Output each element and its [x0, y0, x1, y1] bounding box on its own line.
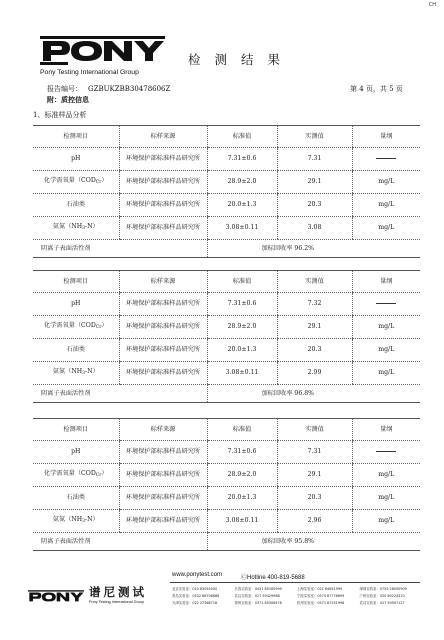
- cell-measured: 7.31: [277, 148, 352, 171]
- column-header: 实测值: [277, 419, 352, 441]
- cell-standard: 3.08±0.11: [207, 362, 277, 385]
- cell-source: 环境保护部标准样品研究所: [119, 316, 207, 339]
- cell-item: [33, 487, 119, 510]
- contact-entry: 郑州实验室：0371 65506476: [234, 601, 282, 605]
- column-header: 检测项目: [33, 271, 119, 293]
- cell-standard: 3.08±0.11: [207, 217, 277, 240]
- item-name: 氨氮（NH: [52, 368, 83, 375]
- item-subscript: Cr: [95, 325, 102, 330]
- cell-item: [33, 464, 119, 487]
- item-subscript: 3: [82, 371, 86, 376]
- contact-entry: 广州实验室：020 89224310: [359, 594, 405, 598]
- table-header-row: [33, 419, 420, 441]
- cell-source: 环境保护部标准样品研究所: [119, 464, 207, 487]
- item-name-tail: ）: [101, 322, 108, 329]
- cell-item: [33, 441, 119, 464]
- unit-value: mg/L: [378, 346, 395, 353]
- cell-measured: 20.3: [277, 194, 352, 217]
- footer-divider: [170, 582, 420, 583]
- table-row: [33, 316, 420, 339]
- cell-unit: [352, 464, 420, 487]
- item-name: 氨氮（NH: [52, 516, 83, 523]
- unit-value: mg/L: [378, 201, 395, 208]
- cell-source: 环境保护部标准样品研究所: [119, 217, 207, 240]
- cell-item: [33, 339, 119, 362]
- contact-entry: 长春实验室：0431 85185999: [234, 587, 282, 591]
- cell-unit: [352, 171, 420, 194]
- unit-value: mg/L: [378, 471, 395, 478]
- table-row: [33, 510, 420, 533]
- column-header: 量纲: [352, 271, 420, 293]
- cell-unit: [352, 441, 420, 464]
- cell-source: 环境保护部标准样品研究所: [119, 339, 207, 362]
- cell-source: 环境保护部标准样品研究所: [119, 510, 207, 533]
- cell-source: 环境保护部标准样品研究所: [119, 487, 207, 510]
- table-header-row: [33, 126, 420, 148]
- footer-hotline: ⒸHotline 400-819-5688: [241, 575, 305, 581]
- unit-value: mg/L: [378, 494, 395, 501]
- contact-entry: 青岛实验室：0532 88706866: [172, 594, 220, 598]
- item-name-tail: ）: [101, 470, 108, 477]
- footer-pony-logo: [28, 588, 84, 605]
- item-subscript: 3: [82, 519, 86, 524]
- cell-unit: [352, 194, 420, 217]
- cell-unit: [352, 362, 420, 385]
- item-name: pH: [71, 300, 81, 307]
- section-title: 1、标准样品分析: [33, 111, 87, 119]
- report-number-label: 报告编号：: [47, 85, 82, 93]
- column-header: 标样来源: [119, 126, 207, 148]
- item-subscript: Cr: [95, 180, 102, 185]
- cell-standard: 7.31±0.6: [207, 441, 277, 464]
- cell-measured: 2.99: [277, 362, 352, 385]
- item-subscript: Cr: [95, 473, 102, 478]
- cell-standard: 20.0±1.3: [207, 487, 277, 510]
- column-header: 标准值: [207, 126, 277, 148]
- contact-entry: 武汉实验室：027 59597127: [359, 601, 405, 605]
- item-name-tail: -N）: [85, 223, 99, 230]
- report-number-value: GZBUKZBB30478606Z: [88, 85, 171, 93]
- cell-standard: 28.9±2.0: [207, 316, 277, 339]
- column-header: 标准值: [207, 271, 277, 293]
- cell-unit: [352, 510, 420, 533]
- qc-table-1: [33, 125, 420, 258]
- table-row: [33, 171, 420, 194]
- qc-table-2: [33, 270, 420, 403]
- cell-measured: 29.1: [277, 171, 352, 194]
- column-header: 检测项目: [33, 419, 119, 441]
- cell-unit: [352, 339, 420, 362]
- report-number: [47, 84, 170, 94]
- cell-unit: [352, 217, 420, 240]
- unit-dash: [376, 303, 396, 304]
- cell-measured: 2.96: [277, 510, 352, 533]
- cell-measured: 29.1: [277, 464, 352, 487]
- contact-entry: 北京实验室：010 83055000: [172, 587, 218, 591]
- cell-unit: [352, 293, 420, 316]
- footer-brand-cn: 谱尼测试: [89, 585, 147, 599]
- contact-entry: 武汉实验室：027 59429968: [234, 594, 280, 598]
- item-name: 石油类: [66, 201, 86, 208]
- cell-standard: 7.31±0.6: [207, 293, 277, 316]
- cell-standard: 28.9±2.0: [207, 171, 277, 194]
- cell-item: [33, 217, 119, 240]
- cell-source: 环境保护部标准样品研究所: [119, 148, 207, 171]
- cell-standard: 7.31±0.6: [207, 148, 277, 171]
- cell-standard: 20.0±1.3: [207, 339, 277, 362]
- table-row: [33, 441, 420, 464]
- table-row: [33, 217, 420, 240]
- column-header: 实测值: [277, 271, 352, 293]
- column-header: 检测项目: [33, 126, 119, 148]
- unit-value: mg/L: [378, 323, 395, 330]
- unit-value: mg/L: [378, 178, 395, 185]
- table-header-row: [33, 271, 420, 293]
- cell-source: 环境保护部标准样品研究所: [119, 293, 207, 316]
- unit-value: mg/L: [378, 224, 395, 231]
- cell-source: 环境保护部标准样品研究所: [119, 441, 207, 464]
- cell-item: [33, 293, 119, 316]
- cell-footer-item: 阴离子表面活性剂: [33, 240, 207, 258]
- cell-measured: 20.3: [277, 487, 352, 510]
- table-row: [33, 148, 420, 171]
- cell-source: 环境保护部标准样品研究所: [119, 171, 207, 194]
- cell-unit: [352, 316, 420, 339]
- cell-standard: 20.0±1.3: [207, 194, 277, 217]
- cell-measured: 7.31: [277, 441, 352, 464]
- item-name: 氨氮（NH: [52, 223, 83, 230]
- cell-measured: 7.32: [277, 293, 352, 316]
- table-row: [33, 464, 420, 487]
- cell-unit: [352, 487, 420, 510]
- cell-source: 环境保护部标准样品研究所: [119, 362, 207, 385]
- corner-mark: CH: [428, 2, 436, 8]
- cell-item: [33, 194, 119, 217]
- cell-item: [33, 510, 119, 533]
- item-name: 化学需氧量（COD: [43, 322, 96, 329]
- table-row: [33, 194, 420, 217]
- table-row: [33, 339, 420, 362]
- pony-logo: [40, 35, 165, 65]
- document-title: 检 测 结 果: [188, 52, 285, 67]
- cell-footer-value: 加标回收率 96.2%: [207, 240, 420, 258]
- item-name-tail: -N）: [85, 368, 99, 375]
- cell-measured: 29.1: [277, 316, 352, 339]
- qc-table-3: [33, 418, 420, 551]
- contact-entry: 上海实验室：021 64851999: [297, 587, 343, 591]
- table-footer-row: [33, 385, 420, 403]
- table-footer-row: [33, 240, 420, 258]
- cell-item: [33, 171, 119, 194]
- item-name: pH: [71, 155, 81, 162]
- item-name: 石油类: [66, 494, 86, 501]
- item-name: 化学需氧量（COD: [43, 470, 96, 477]
- contact-entry: 天津实验室：022 27368718: [172, 601, 218, 605]
- cell-measured: 3.08: [277, 217, 352, 240]
- cell-footer-item: 阴离子表面活性剂: [33, 385, 207, 403]
- cell-standard: 3.08±0.11: [207, 510, 277, 533]
- table-row: [33, 487, 420, 510]
- contact-entry: 宁波实验室：0574 87776699: [297, 594, 345, 598]
- column-header: 标样来源: [119, 271, 207, 293]
- unit-dash: [376, 158, 396, 159]
- page-info: 第 4 页，共 5 页: [350, 85, 403, 93]
- cell-footer-value: 加标回收率 96.8%: [207, 385, 420, 403]
- footer-brand-en: Pony Testing International Group: [89, 600, 145, 604]
- cell-item: [33, 148, 119, 171]
- item-name: 石油类: [66, 346, 86, 353]
- cell-footer-value: 加标回收率 95.8%: [207, 533, 420, 551]
- table-row: [33, 362, 420, 385]
- item-name-tail: -N）: [85, 516, 99, 523]
- column-header: 量纲: [352, 419, 420, 441]
- item-name: pH: [71, 448, 81, 455]
- contact-entry: 杭州实验室：0571 87251996: [297, 601, 345, 605]
- cell-unit: [352, 148, 420, 171]
- cell-source: 环境保护部标准样品研究所: [119, 194, 207, 217]
- unit-value: mg/L: [378, 517, 395, 524]
- column-header: 标准值: [207, 419, 277, 441]
- item-name-tail: ）: [101, 177, 108, 184]
- footer-website[interactable]: www.ponytest.com: [172, 572, 223, 578]
- cell-measured: 20.3: [277, 339, 352, 362]
- cell-item: [33, 316, 119, 339]
- table-row: [33, 293, 420, 316]
- contact-entry: 深圳实验室：0755 26050909: [359, 587, 407, 591]
- company-name-en: Pony Testing International Group: [40, 69, 139, 76]
- column-header: 量纲: [352, 126, 420, 148]
- cell-standard: 28.9±2.0: [207, 464, 277, 487]
- column-header: 标样来源: [119, 419, 207, 441]
- item-subscript: 3: [82, 226, 86, 231]
- attachment-label: 附：质控信息: [47, 95, 89, 104]
- table-footer-row: [33, 533, 420, 551]
- unit-dash: [376, 451, 396, 452]
- cell-footer-item: 阴离子表面活性剂: [33, 533, 207, 551]
- column-header: 实测值: [277, 126, 352, 148]
- unit-value: mg/L: [378, 369, 395, 376]
- item-name: 化学需氧量（COD: [43, 177, 96, 184]
- cell-item: [33, 362, 119, 385]
